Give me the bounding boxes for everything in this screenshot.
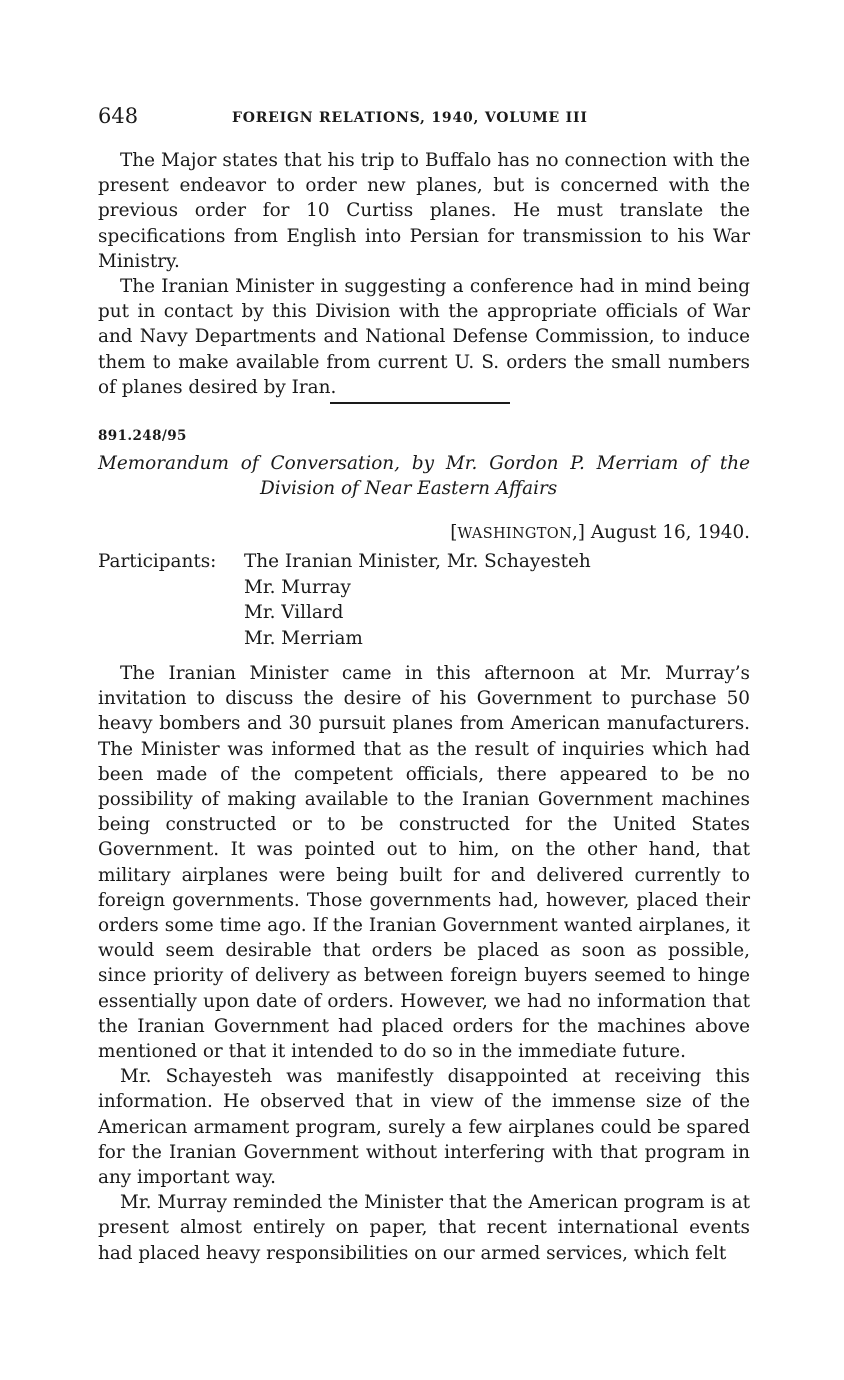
participant-item: Mr. Murray — [244, 576, 351, 598]
participant-item: The Iranian Minister, Mr. Schayesteh — [244, 551, 591, 572]
participant-item: Mr. Villard — [244, 602, 344, 623]
body-paragraph-3: Mr. Murray reminded the Minister that the American program is at present almost entirely on paper, that recent international events had placed heavy responsibilities on our armed services, which felt — [98, 1192, 750, 1264]
participants-label: Participants: — [98, 551, 217, 572]
memo-body — [98, 661, 750, 1266]
running-head — [98, 104, 750, 134]
memo-title-line-1: Memorandum of Conversation, by Mr. Gordon P. Merriam of the — [98, 453, 750, 474]
participants-list — [244, 549, 591, 651]
page-number: 648 — [98, 104, 139, 128]
intro-section — [98, 148, 750, 400]
dateline-place: [WASHINGTON,] — [450, 522, 585, 543]
participant-item: Mr. Merriam — [244, 627, 363, 649]
body-paragraph-1: The Iranian Minister came in this afternoon at Mr. Murray’s invitation to discuss the desire of his Government to purchase 50 heavy bombers and 30 pursuit planes from American manufacturers. The Minister was informed that as the result of inquiries which had been made of the competent officials, there appeared to be no possibility of making available to the Iranian Government machines being constructed or to be constructed for the United States Government. It was pointed out to him, on the other hand, that military airplanes were being built for and delivered currently to foreign governments. Those governments had, however, placed their orders some time ago. If the Iranian Government wanted airplanes, it would seem desirable that orders be placed as soon as possible, since priority of delivery as between foreign buyers seemed to hinge essentially upon date of orders. However, we had no information that the Iranian Government had placed orders for the machines above mentioned or that it intended to do so in the immediate future. — [98, 663, 750, 1063]
dateline-place-text: WASHINGTON — [457, 526, 572, 542]
dateline-date: August 16, 1940. — [590, 522, 750, 543]
file-number: 891.248/95 — [98, 428, 187, 444]
dateline — [450, 522, 750, 543]
body-paragraph-2: Mr. Schayesteh was manifestly disappointed at receiving this information. He observed that in view of the immense size of the American armament program, surely a few airplanes could be spared for the Iranian Government without interfering with that program in any important way. — [98, 1066, 750, 1189]
memo-title-line-2: Division of Near Eastern Affairs — [260, 478, 558, 499]
running-head-title: FOREIGN RELATIONS, 1940, VOLUME III — [232, 110, 588, 126]
section-divider — [330, 402, 510, 404]
memo-title — [98, 451, 750, 501]
intro-paragraph-1: The Major states that his trip to Buffalo has no connection with the present endeavor to order new planes, but is concerned with the previous order for 10 Curtiss planes. He must translate the specifications from English into Persian for transmission to his War Ministry. — [98, 150, 750, 272]
intro-paragraph-2: The Iranian Minister in suggesting a conference had in mind being put in contact by this Division with the appropriate officials of War and Navy Departments and National Defense Commission, to induce them to make available from current U. S. orders the small numbers of planes desired by Iran. — [98, 276, 750, 398]
